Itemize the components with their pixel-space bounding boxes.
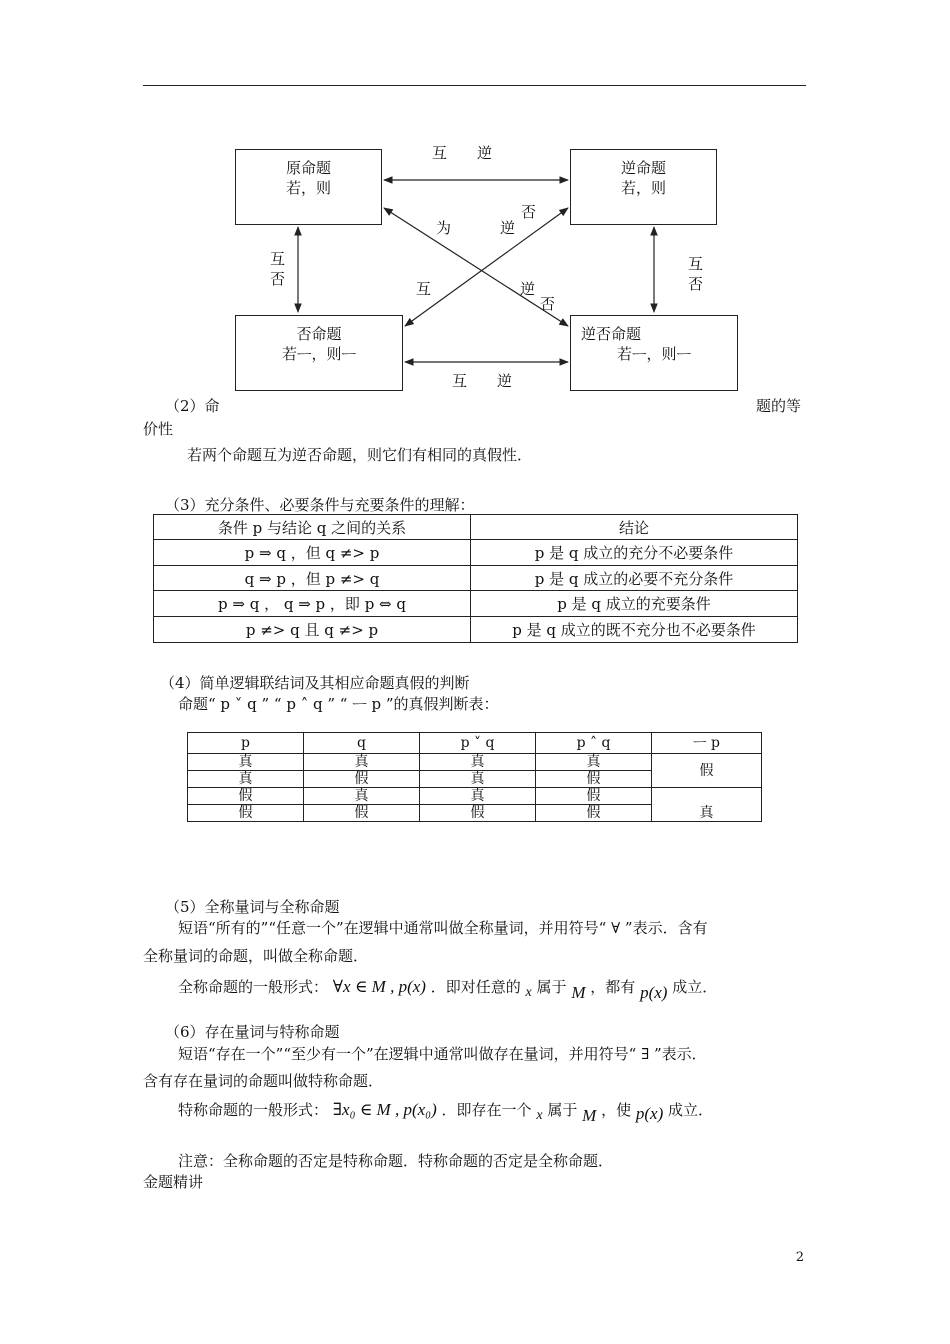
label-bottom: 互 逆 bbox=[452, 372, 513, 390]
box-converse bbox=[570, 149, 717, 225]
table-cell: 真 bbox=[420, 771, 536, 788]
header-cell: p bbox=[188, 733, 304, 754]
page-number: 2 bbox=[795, 1250, 804, 1265]
box-converse-body: 若，则 bbox=[620, 179, 666, 197]
table-cell: p 是 q 成立的充要条件 bbox=[471, 591, 798, 617]
table-cell: 假 bbox=[536, 771, 652, 788]
section6-heading: （6）存在量词与特称命题 bbox=[165, 1023, 340, 1041]
table-cell: 假 bbox=[304, 805, 420, 822]
box-original-title: 原命题 bbox=[285, 159, 331, 177]
section5-form bbox=[178, 976, 718, 1002]
box-inverse-body: 若ᅳ，则ᅳ bbox=[282, 345, 356, 363]
condition-table bbox=[153, 514, 798, 643]
section5-form-x: x bbox=[525, 985, 532, 1000]
note: 注意：全称命题的否定是特称命题．特称命题的否定是全称命题． bbox=[178, 1152, 614, 1170]
table-cell-neg: 假 bbox=[652, 754, 762, 788]
box-contrapositive-title: 逆否命题 bbox=[581, 325, 642, 343]
table-cell: 假 bbox=[304, 771, 420, 788]
section5-form-rest-d: 成立． bbox=[672, 978, 718, 996]
section5-line2: 全称量词的命题，叫做全称命题． bbox=[143, 947, 369, 965]
table-cell: p ⇒ q ，但 q ≠> p bbox=[154, 540, 471, 566]
section4-heading: （4）简单逻辑联结词及其相应命题真假的判断 bbox=[160, 674, 470, 692]
truth-table bbox=[187, 732, 762, 822]
section6-form-rest-c: ，使 bbox=[601, 1101, 632, 1119]
label-top: 互 逆 bbox=[432, 144, 493, 162]
table-cell: p ⇒ q ， q ⇒ p ，即 p ⇔ q bbox=[154, 591, 471, 617]
section6-form-M: M bbox=[582, 1106, 597, 1125]
table-row bbox=[154, 617, 798, 643]
table-cell: 假 bbox=[420, 805, 536, 822]
diagram-arrows bbox=[0, 0, 950, 400]
box-original-body: 若，则 bbox=[285, 179, 331, 197]
box-contrapositive-body: 若ᅳ，则ᅳ bbox=[617, 345, 691, 363]
section4-sub: 命题“ p ˅ q ” “ p ˄ q ” “ ᅳ p ”的真假判断表： bbox=[178, 695, 499, 713]
label-left-1: 互 bbox=[270, 250, 286, 268]
section2-body: 若两个命题互为逆否命题，则它们有相同的真假性． bbox=[187, 446, 533, 464]
section5-line1: 短语“所有的”“任意一个”在逻辑中通常叫做全称量词，并用符号“ ∀ ”表示．含有 bbox=[178, 919, 708, 937]
header-cell: q bbox=[304, 733, 420, 754]
truth-row bbox=[188, 754, 762, 771]
section6-form-px: p(x) bbox=[635, 1104, 664, 1123]
table-cell: 假 bbox=[536, 788, 652, 805]
footer-heading: 金题精讲 bbox=[143, 1173, 204, 1191]
section6-form-label: 特称命题的一般形式： bbox=[178, 1101, 329, 1119]
table-cell: p 是 q 成立的充分不必要条件 bbox=[471, 540, 798, 566]
section5-form-rest-b: 属于 bbox=[536, 978, 567, 996]
section6-form-rest-d: 成立． bbox=[668, 1101, 714, 1119]
table-cell: 假 bbox=[188, 805, 304, 822]
label-diag2-b: 逆 bbox=[520, 280, 536, 298]
table-row bbox=[154, 591, 798, 617]
table-cell: p 是 q 成立的必要不充分条件 bbox=[471, 566, 798, 591]
table-cell: q ⇒ p ，但 p ≠> q bbox=[154, 566, 471, 591]
label-right-1: 互 bbox=[688, 255, 704, 273]
section6-line2: 含有存在量词的命题叫做特称命题． bbox=[143, 1072, 384, 1090]
table-cell-neg: 真 bbox=[652, 788, 762, 822]
table-cell: 真 bbox=[304, 788, 420, 805]
table-cell: 真 bbox=[420, 788, 536, 805]
section6-form-rest-b: 属于 bbox=[547, 1101, 578, 1119]
label-diag1-a: 为 bbox=[436, 219, 452, 237]
section5-heading: （5）全称量词与全称命题 bbox=[165, 898, 340, 916]
label-left-2: 否 bbox=[270, 270, 286, 288]
header-cell: 条件 p 与结论 q 之间的关系 bbox=[154, 515, 471, 540]
header-cell: ᅳ p bbox=[652, 733, 762, 754]
table-cell: p ≠> q 且 q ≠> p bbox=[154, 617, 471, 643]
section5-form-label: 全称命题的一般形式： bbox=[178, 978, 329, 996]
header-cell: p ˄ q bbox=[536, 733, 652, 754]
header-cell: p ˅ q bbox=[420, 733, 536, 754]
truth-header-row bbox=[188, 733, 762, 754]
section2-heading-left: （2）命 bbox=[165, 397, 220, 415]
section6-form-rest-a: ．即存在一个 bbox=[441, 1101, 532, 1119]
label-diag2-a: 互 bbox=[416, 280, 432, 298]
box-converse-title: 逆命题 bbox=[620, 159, 666, 177]
box-inverse bbox=[235, 315, 403, 391]
section3-heading: （3）充分条件、必要条件与充要条件的理解： bbox=[165, 496, 475, 514]
table-cell: 真 bbox=[536, 754, 652, 771]
section6-line1: 短语“存在一个”“至少有一个”在逻辑中通常叫做存在量词，并用符号“ ∃ ”表示． bbox=[178, 1045, 707, 1063]
truth-row bbox=[188, 788, 762, 805]
section5-form-M: M bbox=[571, 983, 586, 1002]
section5-form-rest-c: ，都有 bbox=[590, 978, 636, 996]
section5-form-rest-a: ．即对任意的 bbox=[430, 978, 521, 996]
table-cell: 假 bbox=[188, 788, 304, 805]
section2-heading-right: 题的等 bbox=[756, 397, 802, 415]
table-row bbox=[154, 566, 798, 591]
label-diag1-b: 逆 bbox=[500, 219, 516, 237]
section5-form-px: p(x) bbox=[640, 983, 668, 1002]
table-row bbox=[154, 540, 798, 566]
table-cell: 真 bbox=[420, 754, 536, 771]
table-header-row bbox=[154, 515, 798, 540]
box-inverse-title: 否命题 bbox=[296, 325, 342, 343]
label-diag2-c: 否 bbox=[540, 295, 556, 313]
table-cell: 真 bbox=[188, 754, 304, 771]
box-original bbox=[235, 149, 382, 225]
section5-form-expr: ∀x ∈ M , p(x) bbox=[332, 977, 426, 996]
box-contrapositive bbox=[570, 315, 738, 391]
label-diag1-c: 否 bbox=[521, 203, 537, 221]
label-right-2: 否 bbox=[688, 275, 704, 293]
table-cell: 真 bbox=[188, 771, 304, 788]
section2-heading-wrap: 价性 bbox=[143, 420, 174, 438]
section6-form-expr: ∃x₀ ∈ M , p(x₀) bbox=[332, 1100, 437, 1119]
section6-form-x: x bbox=[536, 1108, 543, 1123]
section6-form bbox=[178, 1099, 714, 1125]
table-cell: p 是 q 成立的既不充分也不必要条件 bbox=[471, 617, 798, 643]
header-cell: 结论 bbox=[471, 515, 798, 540]
table-cell: 真 bbox=[304, 754, 420, 771]
table-cell: 假 bbox=[536, 805, 652, 822]
